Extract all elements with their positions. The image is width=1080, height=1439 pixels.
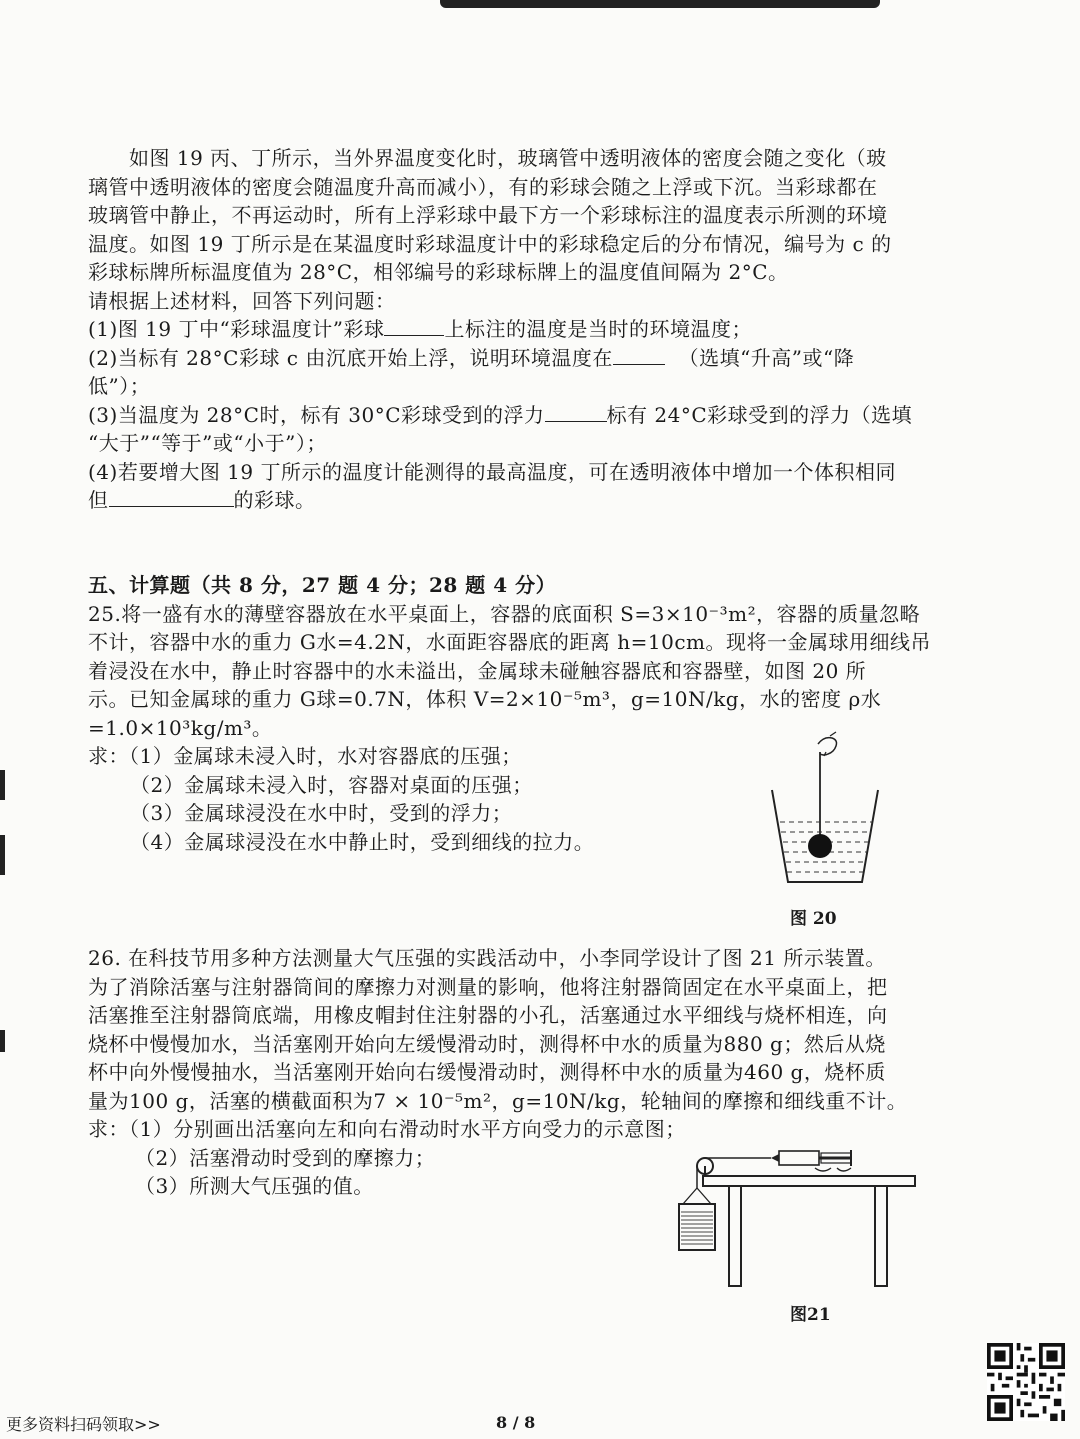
- question-24-part-4: (4)若要增大图 19 丁所示的温度计能测得的最高温度，可在透明液体中增加一个体积相同: [88, 459, 896, 484]
- table-top: [703, 1176, 915, 1186]
- passage-line: 璃管中透明液体的密度会随温度升高而减小），有的彩球会随之上浮或下沉。当彩球都在: [88, 174, 878, 199]
- scan-edge-mark: [0, 1030, 5, 1052]
- question-24-part-1: (1)图 19 丁中“彩球温度计”彩球 上标注的温度是当时的环境温度；: [88, 317, 752, 341]
- question-25-line: 25.将一盛有水的薄壁容器放在水平桌面上，容器的底面积 S=3×10⁻³m²，容器的质量忽略: [88, 601, 921, 626]
- question-26-line: 活塞推至注射器筒底端，用橡皮帽封住注射器的小孔，活塞通过水平细线与烧杯相连，向: [88, 1003, 888, 1027]
- answer-blank[interactable]: [613, 346, 665, 365]
- question-25-line: 不计，容器中水的重力 G水=4.2N，水面距容器底的距离 h=10cm。现将一金属球用细线吊: [88, 630, 932, 654]
- scan-edge-mark: [0, 835, 5, 875]
- question-26-item: （3）所测大气压强的值。: [135, 1174, 374, 1198]
- beaker: [679, 1204, 715, 1250]
- passage-line: 如图 19 丙、丁所示，当外界温度变化时，玻璃管中透明液体的密度会随之变化（玻: [88, 146, 887, 170]
- question-24-part-3: (3)当温度为 28°C时，标有 30°C彩球受到的浮力 标有 24°C彩球受到的浮力（选填: [88, 402, 913, 427]
- question-26-line: 烧杯中慢慢加水，当活塞刚开始向左缓慢滑动时，测得杯中水的质量为880 g；然后从烧: [88, 1031, 886, 1056]
- question-26-ask: 求：（1）分别画出活塞向左和向右滑动时水平方向受力的示意图；: [88, 1117, 686, 1141]
- question-24-part-3-cont: “大于”“等于”或“小于”）；: [88, 431, 327, 455]
- figure-21-label: 图21: [790, 1305, 831, 1325]
- passage-line: 玻璃管中静止，不再运动时，所有上浮彩球中最下方一个彩球标注的温度表示所测的环境: [88, 203, 888, 227]
- question-25-line: =1.0×10³kg/m³。: [88, 715, 273, 740]
- section-title: 五、计算题（共 8 分，27 题 4 分；28 题 4 分）: [88, 573, 557, 597]
- question-26-line: 杯中向外慢慢抽水，当活塞刚开始向右缓慢滑动时，测得杯中水的质量为460 g，烧杯质: [88, 1060, 886, 1084]
- question-25-item: （2）金属球未浸入时，容器对桌面的压强；: [130, 772, 533, 797]
- qr-code-icon[interactable]: [987, 1343, 1065, 1421]
- question-26-item: （2）活塞滑动时受到的摩擦力；: [135, 1145, 436, 1170]
- answer-blank[interactable]: [545, 403, 607, 422]
- metal-ball: [808, 834, 832, 858]
- table-leg: [729, 1186, 741, 1286]
- question-25-ask: 求：（1）金属球未浸入时，水对容器底的压强；: [88, 744, 522, 768]
- question-25-item: （3）金属球浸没在水中时，受到的浮力；: [130, 801, 513, 825]
- beaker-water: [681, 1212, 713, 1244]
- passage-line: 彩球标牌所标温度值为 28°C，相邻编号的彩球标牌上的温度值间隔为 2°C。: [88, 260, 789, 284]
- passage-line: 请根据上述材料，回答下列问题：: [88, 288, 396, 313]
- footer-promo-link[interactable]: 更多资料扫码领取>>: [6, 1415, 161, 1434]
- question-25-line: 着浸没在水中，静止时容器中的水未溢出，金属球未碰触容器底和容器壁，如图 20 所: [88, 658, 867, 683]
- figure-20-diagram: [760, 730, 890, 895]
- passage-line: 温度。如图 19 丁所示是在某温度时彩球温度计中的彩球稳定后的分布情况，编号为 c 的: [88, 231, 892, 256]
- page-number: 8 / 8: [496, 1413, 536, 1432]
- question-25-line: 示。已知金属球的重力 G球=0.7N，体积 V=2×10⁻⁵m³，g=10N/kg，水的密度 ρ水: [88, 687, 882, 711]
- question-26-line: 为了消除活塞与注射器筒间的摩擦力对测量的影响，他将注射器筒固定在水平桌面上，把: [88, 974, 888, 999]
- question-26-line: 26. 在科技节用多种方法测量大气压强的实践活动中，小李同学设计了图 21 所示装置。: [88, 946, 886, 970]
- question-24-part-4-cont: 但 的彩球。: [88, 488, 316, 512]
- table-leg: [875, 1186, 887, 1286]
- scan-top-edge: [440, 0, 880, 8]
- figure-21-diagram: [665, 1140, 925, 1290]
- syringe: [779, 1151, 819, 1165]
- question-26-line: 量为100 g，活塞的横截面积为7 × 10⁻⁵m²，g=10N/kg，轮轴间的摩擦和细线重不计。: [88, 1088, 908, 1113]
- question-25-item: （4）金属球浸没在水中静止时，受到细线的拉力。: [130, 829, 595, 854]
- question-24-part-2: (2)当标有 28°C彩球 c 由沉底开始上浮，说明环境温度在 （选填“升高”或“降: [88, 345, 855, 370]
- answer-blank[interactable]: [109, 488, 234, 507]
- figure-20-label: 图 20: [790, 909, 837, 929]
- question-24-part-2-cont: 低”）；: [88, 374, 151, 398]
- answer-blank[interactable]: [384, 317, 444, 336]
- scan-edge-mark: [0, 770, 5, 800]
